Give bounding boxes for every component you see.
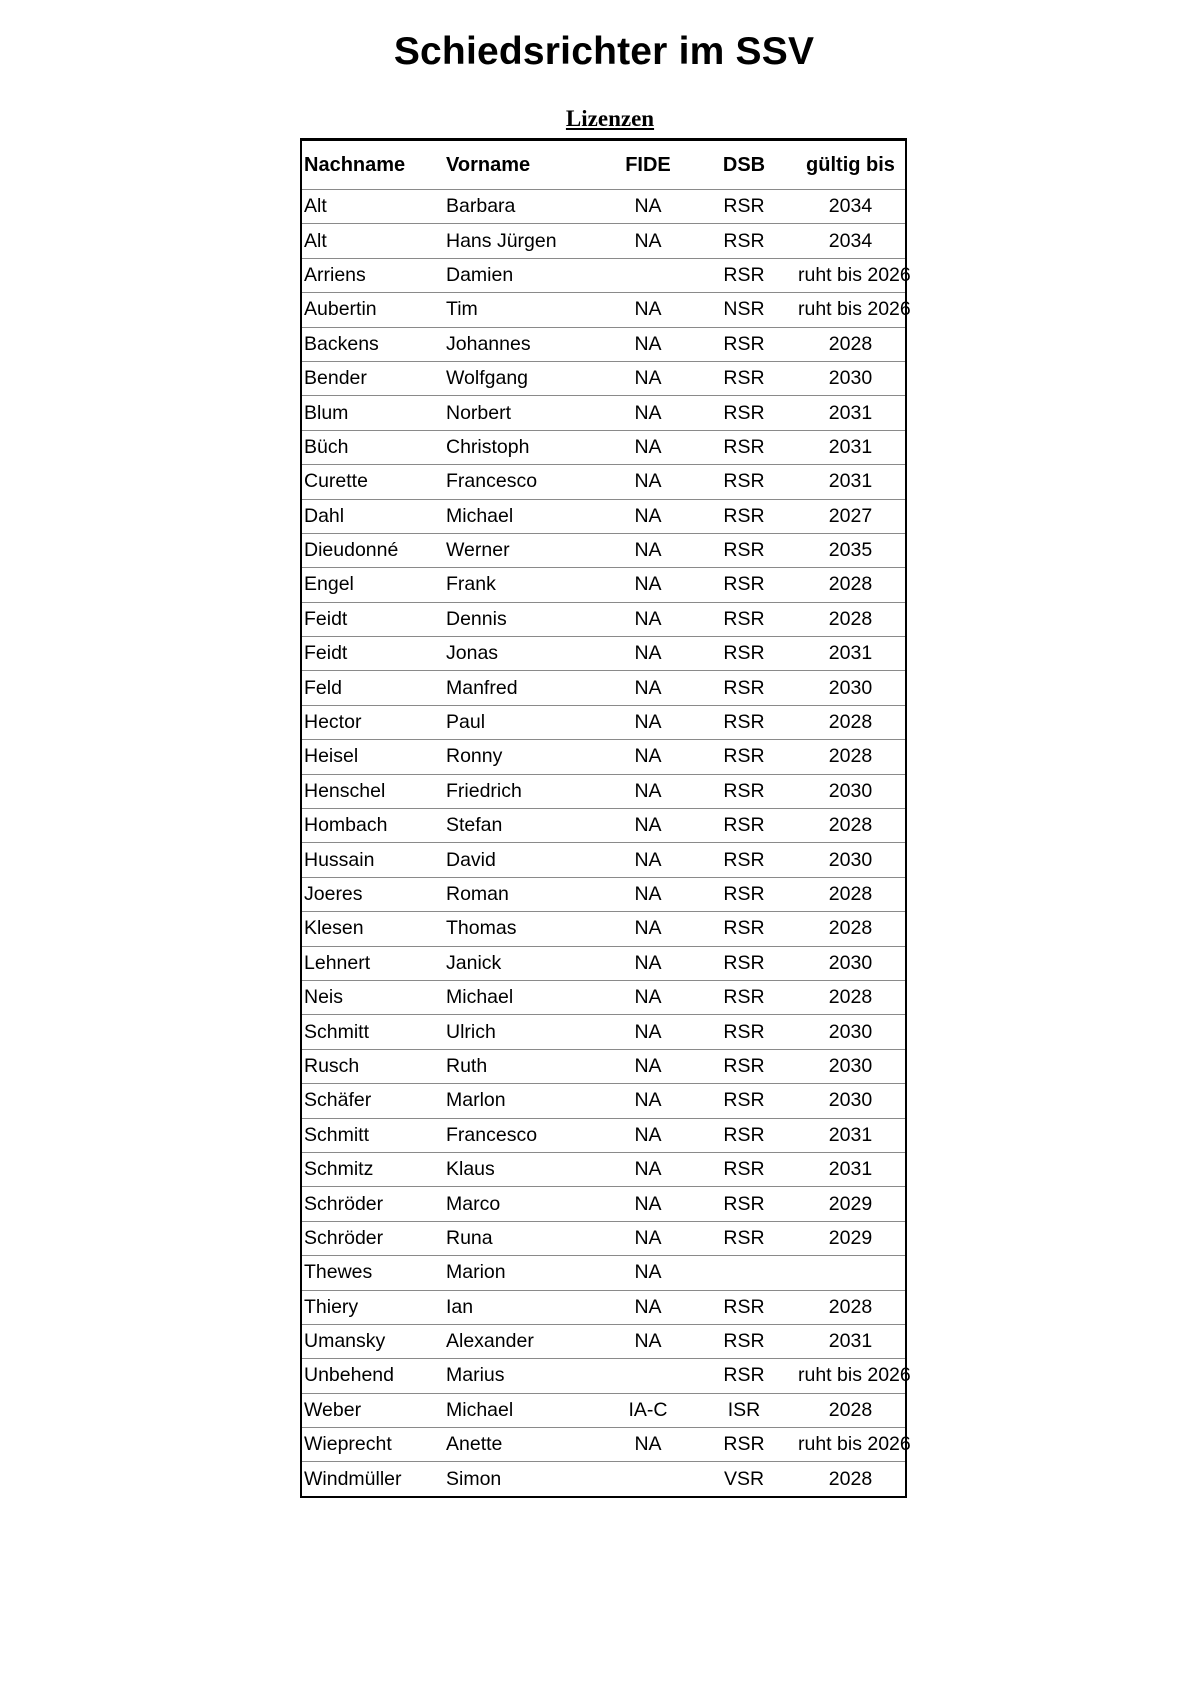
- cell-vorname: Friedrich: [446, 779, 522, 802]
- cell-fide: NA: [634, 573, 662, 596]
- table-row: [302, 464, 905, 498]
- cell-vorname: Barbara: [446, 195, 516, 218]
- cell-gueltig-bis: 2031: [828, 435, 873, 458]
- cell-vorname: Werner: [446, 539, 510, 562]
- cell-fide: NA: [634, 986, 662, 1009]
- table-row: [302, 1358, 911, 1392]
- cell-gueltig-bis: 2030: [828, 779, 873, 802]
- cell-nachname: Alt: [304, 195, 327, 218]
- cell-dsb: RSR: [723, 1054, 765, 1077]
- cell-fide: NA: [634, 814, 662, 837]
- cell-dsb: RSR: [723, 1433, 765, 1456]
- cell-nachname: Schmitz: [304, 1158, 374, 1181]
- cell-gueltig-bis: 2031: [828, 1123, 873, 1146]
- table-row: [302, 1393, 905, 1427]
- cell-fide: NA: [634, 607, 662, 630]
- cell-gueltig-bis: 2031: [828, 642, 873, 665]
- cell-nachname: Thewes: [304, 1261, 373, 1284]
- cell-fide: NA: [634, 1295, 662, 1318]
- cell-dsb: RSR: [723, 1330, 765, 1353]
- cell-dsb: VSR: [723, 1467, 765, 1490]
- cell-dsb: RSR: [723, 607, 765, 630]
- cell-vorname: Thomas: [446, 917, 517, 940]
- cell-gueltig-bis: 2031: [828, 1330, 873, 1353]
- cell-fide: NA: [634, 504, 662, 527]
- cell-fide: NA: [634, 642, 662, 665]
- cell-fide: NA: [634, 195, 662, 218]
- table-row: [302, 774, 905, 808]
- cell-dsb: RSR: [723, 401, 765, 424]
- cell-gueltig-bis: 2028: [828, 1467, 873, 1490]
- cell-gueltig-bis: 2028: [828, 814, 873, 837]
- cell-dsb: RSR: [723, 1020, 765, 1043]
- table-row: [302, 1014, 905, 1048]
- cell-vorname: Francesco: [446, 470, 538, 493]
- cell-dsb: RSR: [723, 229, 765, 252]
- cell-gueltig-bis: 2028: [828, 332, 873, 355]
- table-row: [302, 1049, 905, 1083]
- cell-fide: NA: [634, 1192, 662, 1215]
- cell-vorname: Marion: [446, 1261, 506, 1284]
- cell-nachname: Curette: [304, 470, 368, 493]
- table-row: [302, 911, 905, 945]
- cell-gueltig-bis: 2030: [828, 1089, 873, 1112]
- table-row: [302, 258, 911, 292]
- cell-vorname: Manfred: [446, 676, 518, 699]
- table-row: [302, 223, 905, 257]
- cell-gueltig-bis: 2030: [828, 676, 873, 699]
- cell-fide: NA: [634, 1089, 662, 1112]
- cell-nachname: Windmüller: [304, 1467, 402, 1490]
- cell-gueltig-bis: 2028: [828, 883, 873, 905]
- cell-nachname: Umansky: [304, 1330, 386, 1353]
- table-row: [302, 1290, 905, 1324]
- cell-dsb: RSR: [723, 986, 765, 1009]
- table-row: [302, 739, 905, 773]
- table-row: [302, 842, 905, 876]
- cell-vorname: Marco: [446, 1192, 501, 1215]
- cell-dsb: RSR: [723, 951, 765, 974]
- cell-gueltig-bis: 2030: [828, 848, 873, 871]
- cell-gueltig-bis: ruht bis 2026: [798, 1364, 911, 1387]
- cell-gueltig-bis: 2028: [828, 1295, 873, 1318]
- cell-gueltig-bis: 2031: [828, 401, 873, 424]
- header-gueltig-bis: gültig bis: [806, 153, 895, 176]
- cell-nachname: Aubertin: [304, 298, 377, 321]
- cell-fide: NA: [634, 298, 662, 321]
- cell-nachname: Hector: [304, 711, 362, 734]
- cell-nachname: Feidt: [304, 607, 348, 630]
- cell-vorname: Klaus: [446, 1158, 495, 1181]
- table-row: [302, 636, 905, 670]
- cell-gueltig-bis: 2031: [828, 470, 873, 493]
- cell-nachname: Feld: [304, 676, 342, 699]
- cell-gueltig-bis: 2028: [828, 711, 873, 734]
- cell-vorname: Ian: [446, 1295, 474, 1318]
- cell-dsb: RSR: [723, 711, 765, 734]
- cell-fide: NA: [634, 470, 662, 493]
- cell-fide: NA: [634, 1433, 662, 1456]
- table-row: [302, 1186, 905, 1220]
- cell-vorname: Norbert: [446, 401, 512, 424]
- cell-gueltig-bis: 2028: [828, 745, 873, 768]
- cell-dsb: RSR: [723, 1158, 765, 1181]
- cell-vorname: Christoph: [446, 435, 530, 458]
- cell-nachname: Lehnert: [304, 951, 371, 974]
- cell-vorname: Ruth: [446, 1054, 488, 1077]
- cell-dsb: RSR: [723, 642, 765, 665]
- cell-dsb: RSR: [723, 745, 765, 768]
- cell-vorname: Jonas: [446, 642, 499, 665]
- cell-gueltig-bis: 2029: [828, 1226, 873, 1249]
- cell-dsb: RSR: [723, 1364, 765, 1387]
- cell-nachname: Joeres: [304, 883, 363, 905]
- cell-fide: NA: [634, 1054, 662, 1077]
- cell-gueltig-bis: 2030: [828, 1054, 873, 1077]
- cell-vorname: Tim: [446, 298, 478, 321]
- table-row: [302, 395, 905, 429]
- cell-vorname: Frank: [446, 573, 496, 596]
- table-row: [302, 1152, 905, 1186]
- header-nachname: Nachname: [304, 153, 406, 176]
- cell-vorname: Dennis: [446, 607, 507, 630]
- cell-fide: NA: [634, 676, 662, 699]
- table-row: [302, 877, 905, 911]
- cell-nachname: Thiery: [304, 1295, 359, 1318]
- cell-vorname: Michael: [446, 504, 514, 527]
- table-row: [302, 430, 905, 464]
- cell-fide: NA: [634, 711, 662, 734]
- cell-gueltig-bis: ruht bis 2026: [798, 298, 911, 321]
- cell-fide: NA: [634, 435, 662, 458]
- cell-fide: NA: [634, 1020, 662, 1043]
- cell-gueltig-bis: 2028: [828, 917, 873, 940]
- cell-dsb: RSR: [723, 573, 765, 596]
- cell-fide: NA: [634, 1158, 662, 1181]
- cell-gueltig-bis: 2028: [828, 573, 873, 596]
- cell-dsb: ISR: [727, 1398, 761, 1421]
- cell-vorname: Paul: [446, 711, 486, 734]
- cell-fide: NA: [634, 917, 662, 940]
- cell-fide: NA: [634, 883, 662, 905]
- cell-dsb: RSR: [723, 1192, 765, 1215]
- table-row: [302, 1461, 905, 1495]
- cell-nachname: Unbehend: [304, 1364, 394, 1387]
- cell-gueltig-bis: 2030: [828, 1020, 873, 1043]
- header-dsb: DSB: [722, 153, 766, 176]
- cell-vorname: Michael: [446, 1398, 514, 1421]
- cell-nachname: Dahl: [304, 504, 345, 527]
- table-row: [302, 1324, 905, 1358]
- cell-nachname: Schäfer: [304, 1089, 372, 1112]
- cell-nachname: Heisel: [304, 745, 359, 768]
- cell-nachname: Feidt: [304, 642, 348, 665]
- cell-dsb: RSR: [723, 676, 765, 699]
- cell-vorname: Ulrich: [446, 1020, 496, 1043]
- cell-fide: NA: [634, 332, 662, 355]
- cell-nachname: Schröder: [304, 1226, 384, 1249]
- cell-nachname: Henschel: [304, 779, 386, 802]
- cell-gueltig-bis: 2034: [828, 229, 873, 252]
- cell-fide: NA: [634, 951, 662, 974]
- table-row: [302, 499, 905, 533]
- cell-vorname: Michael: [446, 986, 514, 1009]
- cell-gueltig-bis: 2028: [828, 607, 873, 630]
- cell-fide: NA: [634, 1226, 662, 1249]
- cell-fide: NA: [634, 779, 662, 802]
- header-vorname: Vorname: [446, 153, 531, 176]
- cell-gueltig-bis: 2034: [828, 195, 873, 218]
- cell-nachname: Wieprecht: [304, 1433, 392, 1456]
- page-title: Schiedsrichter im SSV: [393, 30, 815, 73]
- cell-vorname: Ronny: [446, 745, 503, 768]
- cell-fide: IA-C: [628, 1398, 668, 1421]
- cell-gueltig-bis: 2030: [828, 951, 873, 974]
- cell-dsb: RSR: [723, 367, 765, 390]
- cell-gueltig-bis: 2029: [828, 1192, 873, 1215]
- cell-dsb: RSR: [723, 195, 765, 218]
- cell-nachname: Schmitt: [304, 1020, 370, 1043]
- cell-dsb: RSR: [723, 504, 765, 527]
- cell-vorname: Janick: [446, 951, 502, 974]
- cell-dsb: RSR: [723, 1123, 765, 1146]
- cell-dsb: RSR: [723, 470, 765, 493]
- cell-nachname: Hombach: [304, 814, 388, 837]
- table-row: [302, 567, 905, 601]
- table-row: [302, 533, 905, 567]
- cell-vorname: Roman: [446, 883, 509, 905]
- table-row: [302, 670, 905, 704]
- cell-nachname: Bender: [304, 367, 367, 390]
- cell-dsb: RSR: [723, 814, 765, 837]
- cell-gueltig-bis: ruht bis 2026: [798, 263, 911, 286]
- cell-fide: NA: [634, 401, 662, 424]
- cell-gueltig-bis: 2027: [828, 504, 873, 527]
- section-heading: Lizenzen: [565, 106, 655, 131]
- cell-vorname: David: [446, 848, 496, 871]
- cell-vorname: Runa: [446, 1226, 493, 1249]
- cell-dsb: RSR: [723, 779, 765, 802]
- cell-vorname: Marlon: [446, 1089, 506, 1112]
- table-row: [302, 327, 905, 361]
- cell-nachname: Engel: [304, 573, 354, 596]
- cell-nachname: Neis: [304, 986, 344, 1009]
- table-row: [302, 361, 905, 395]
- cell-dsb: RSR: [723, 1089, 765, 1112]
- cell-vorname: Alexander: [446, 1330, 534, 1353]
- cell-nachname: Schröder: [304, 1192, 384, 1215]
- cell-gueltig-bis: 2030: [828, 367, 873, 390]
- cell-dsb: RSR: [723, 1295, 765, 1318]
- cell-gueltig-bis: ruht bis 2026: [798, 1433, 911, 1456]
- cell-dsb: RSR: [723, 917, 765, 940]
- cell-dsb: RSR: [723, 435, 765, 458]
- table-row: [302, 980, 905, 1014]
- table-row: [302, 1118, 905, 1152]
- cell-vorname: Simon: [446, 1467, 502, 1490]
- cell-vorname: Marius: [446, 1364, 505, 1387]
- table-row: [302, 1083, 905, 1117]
- cell-fide: NA: [634, 745, 662, 768]
- cell-fide: NA: [634, 1123, 662, 1146]
- cell-fide: NA: [634, 1261, 662, 1284]
- cell-nachname: Alt: [304, 229, 327, 252]
- table-row: [302, 292, 911, 326]
- license-table: [300, 138, 911, 1498]
- cell-vorname: Johannes: [446, 332, 531, 355]
- table-row: [302, 189, 905, 223]
- cell-nachname: Blum: [304, 401, 349, 424]
- cell-nachname: Schmitt: [304, 1123, 370, 1146]
- cell-gueltig-bis: 2028: [828, 986, 873, 1009]
- cell-nachname: Backens: [304, 332, 379, 355]
- table-row: [302, 1255, 905, 1289]
- cell-gueltig-bis: 2031: [828, 1158, 873, 1181]
- table-row: [302, 602, 905, 636]
- table-row: [302, 808, 905, 842]
- cell-dsb: RSR: [723, 332, 765, 355]
- header-fide: FIDE: [625, 153, 671, 176]
- cell-gueltig-bis: 2035: [828, 539, 873, 562]
- table-row: [302, 1221, 905, 1255]
- table-row: [302, 1427, 911, 1461]
- cell-dsb: RSR: [723, 848, 765, 871]
- cell-fide: NA: [634, 539, 662, 562]
- cell-nachname: Hussain: [304, 848, 375, 871]
- cell-vorname: Stefan: [446, 814, 503, 837]
- cell-vorname: Hans Jürgen: [446, 229, 557, 252]
- cell-vorname: Anette: [446, 1433, 503, 1456]
- cell-gueltig-bis: 2028: [828, 1398, 873, 1421]
- cell-dsb: RSR: [723, 883, 765, 905]
- cell-dsb: RSR: [723, 263, 765, 286]
- table-row: [302, 946, 905, 980]
- cell-vorname: Damien: [446, 263, 514, 286]
- cell-dsb: NSR: [723, 298, 765, 321]
- cell-fide: NA: [634, 1330, 662, 1353]
- table-body: [302, 189, 911, 1496]
- cell-vorname: Wolfgang: [446, 367, 529, 390]
- cell-fide: NA: [634, 367, 662, 390]
- cell-nachname: Rusch: [304, 1054, 360, 1077]
- table-header-row: [302, 141, 905, 189]
- cell-nachname: Arriens: [304, 263, 366, 286]
- table-row: [302, 705, 905, 739]
- cell-fide: NA: [634, 229, 662, 252]
- cell-dsb: RSR: [723, 1226, 765, 1249]
- cell-nachname: Dieudonné: [304, 539, 399, 562]
- cell-dsb: RSR: [723, 539, 765, 562]
- cell-nachname: Klesen: [304, 917, 364, 940]
- cell-nachname: Büch: [304, 435, 349, 458]
- cell-nachname: Weber: [304, 1398, 362, 1421]
- cell-vorname: Francesco: [446, 1123, 538, 1146]
- cell-fide: NA: [634, 848, 662, 871]
